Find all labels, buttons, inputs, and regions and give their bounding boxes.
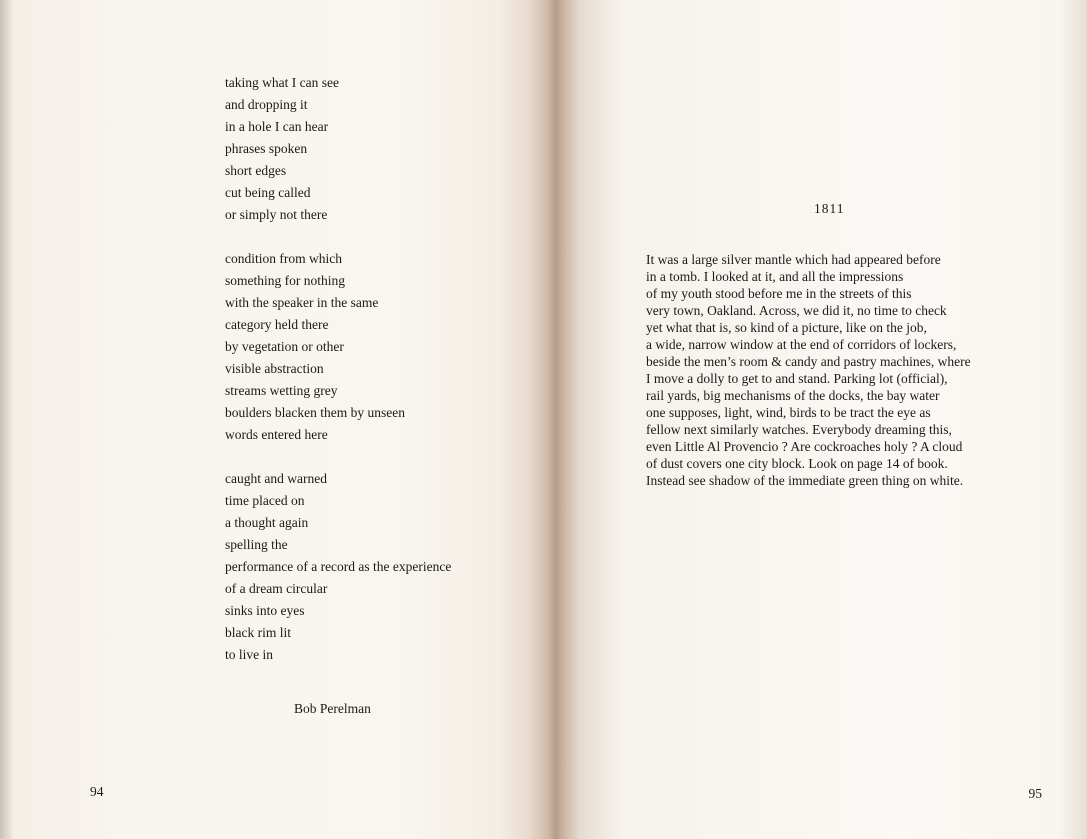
prose-line: very town, Oakland. Across, we did it, no time to check [646, 303, 947, 318]
right-page [560, 0, 1087, 839]
prose-line: even Little Al Provencio ? Are cockroaches holy ? A cloud [646, 439, 963, 454]
prose-line: It was a large silver mantle which had appeared before [646, 252, 941, 267]
poem-line: and dropping it [225, 97, 308, 112]
prose-line: rail yards, big mechanisms of the docks, the bay water [646, 388, 940, 403]
prose-line: I move a dolly to get to and stand. Parking lot (official), [646, 371, 948, 386]
poem-line: sinks into eyes [225, 603, 305, 618]
poem [225, 72, 525, 666]
prose-line: beside the men’s room & candy and pastry machines, where [646, 354, 971, 369]
poem-line: taking what I can see [225, 75, 339, 90]
poem-stanza-3 [225, 468, 525, 666]
poem-line: by vegetation or other [225, 339, 344, 354]
prose-paragraph [646, 251, 1026, 489]
poem-line: condition from which [225, 251, 342, 266]
prose-line: a wide, narrow window at the end of corridors of lockers, [646, 337, 957, 352]
poem-line: with the speaker in the same [225, 295, 379, 310]
prose-line: in a tomb. I looked at it, and all the impressions [646, 269, 904, 284]
page-number-right: 95 [1028, 786, 1042, 801]
poem-line: phrases spoken [225, 141, 308, 156]
poem-line: time placed on [225, 493, 305, 508]
author-name: Bob Perelman [294, 701, 371, 716]
prose-line: of my youth stood before me in the streets of this [646, 286, 912, 301]
poem-line: to live in [225, 647, 273, 662]
poem-line: caught and warned [225, 471, 327, 486]
poem-line: spelling the [225, 537, 288, 552]
page-number-left: 94 [90, 784, 104, 799]
poem-line: a thought again [225, 515, 309, 530]
poem-line: of a dream circular [225, 581, 328, 596]
poem-line: performance of a record as the experience [225, 559, 452, 574]
prose-line: fellow next similarly watches. Everybody dreaming this, [646, 422, 952, 437]
prose-line: yet what that is, so kind of a picture, like on the job, [646, 320, 927, 335]
poem-line: short edges [225, 163, 287, 178]
poem-line: black rim lit [225, 625, 291, 640]
poem-line: visible abstraction [225, 361, 324, 376]
poem-stanza-2 [225, 248, 525, 446]
poem-stanza-1 [225, 72, 525, 226]
poem-line: in a hole I can hear [225, 119, 329, 134]
prose-title: 1811 [814, 201, 845, 216]
prose-line: one supposes, light, wind, birds to be tract the eye as [646, 405, 931, 420]
poem-line: cut being called [225, 185, 311, 200]
poem-line: something for nothing [225, 273, 345, 288]
poem-line: boulders blacken them by unseen [225, 405, 405, 420]
poem-line: streams wetting grey [225, 383, 338, 398]
prose-line: of dust covers one city block. Look on page 14 of book. [646, 456, 948, 471]
prose-line: Instead see shadow of the immediate green thing on white. [646, 473, 964, 488]
poem-line: category held there [225, 317, 329, 332]
poem-line: or simply not there [225, 207, 328, 222]
poem-line: words entered here [225, 427, 328, 442]
